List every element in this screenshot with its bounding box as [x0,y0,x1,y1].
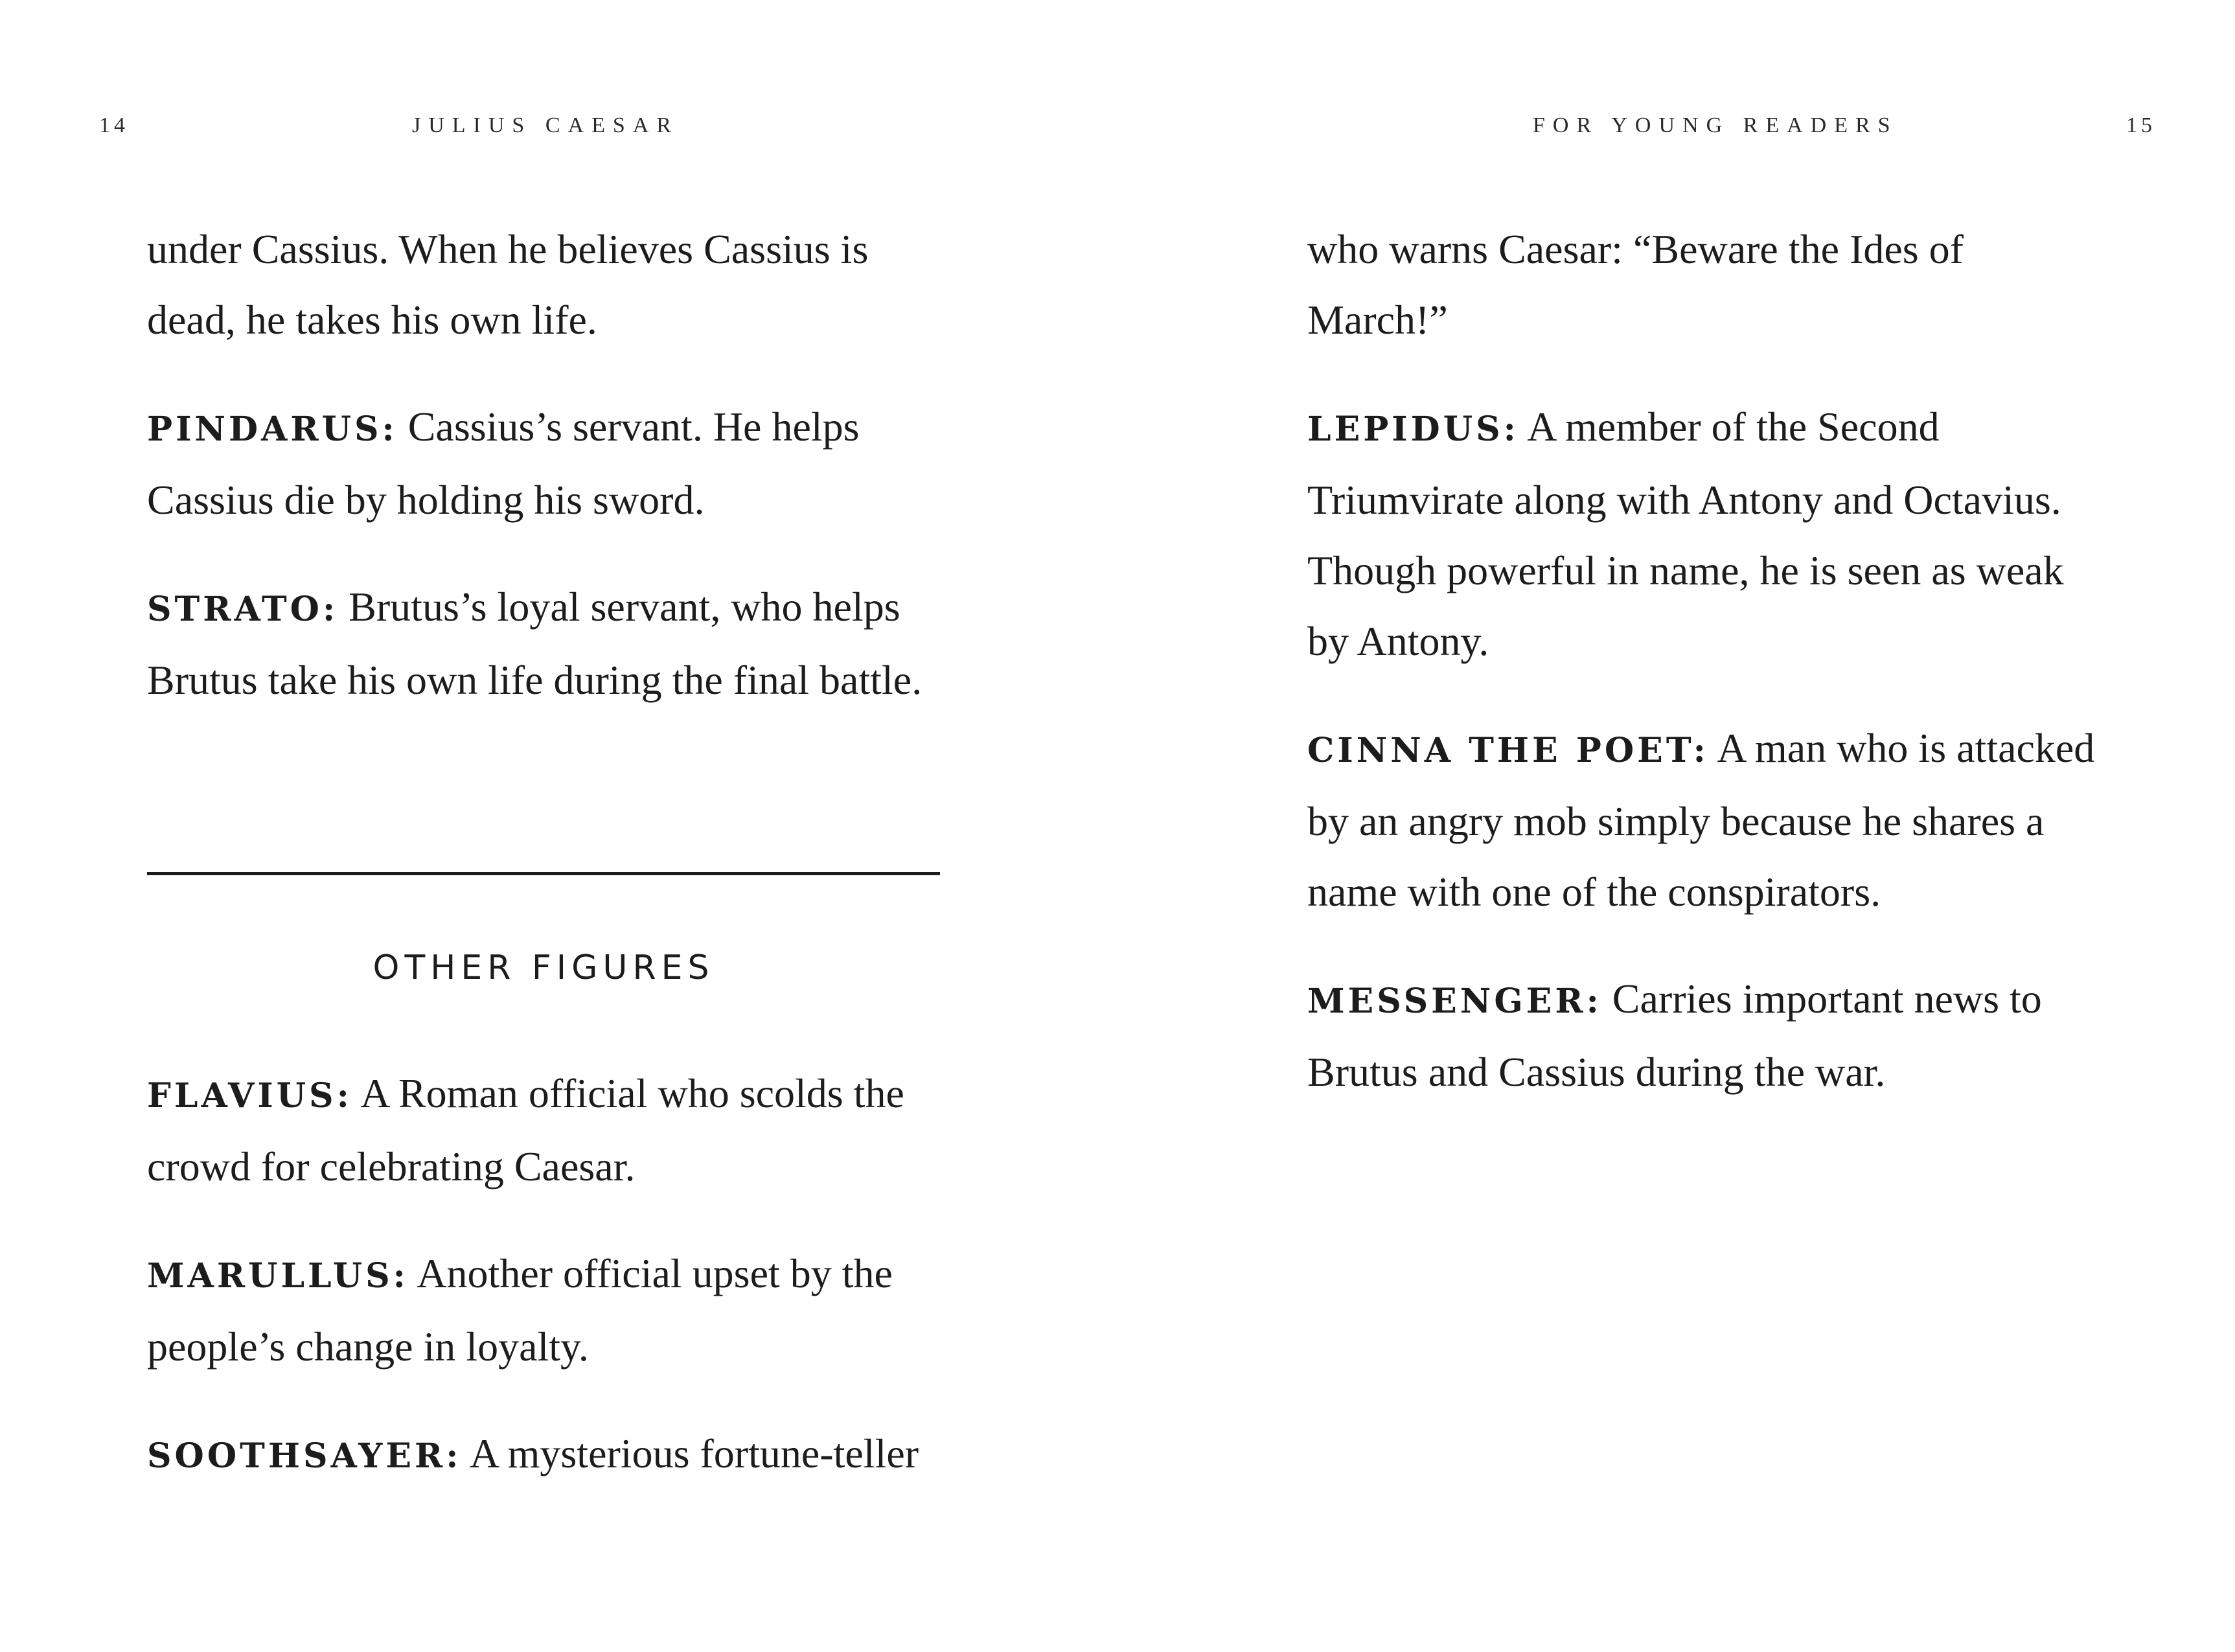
character-description: Cassius’s servant. He helps Cassius die by holding his sword. [147,404,860,523]
continuation-paragraph: who warns Caesar: “Beware the Ides of March!” [1307,226,1964,343]
character-description: Another official upset by the people’s change in loyalty. [147,1250,893,1370]
character-entry [1307,963,2111,1107]
right-body-text [1307,214,2111,1143]
character-name: MARULLUS: [147,1256,409,1296]
character-description: A man who is attacked by an angry mob simply because he shares a name with one of the conspirators. [1307,725,2095,915]
character-name: MESSENGER: [1307,981,1602,1021]
character-description: A mysterious fortune-teller [461,1430,919,1476]
character-description: Carries important news to Brutus and Cassius during the war. [1307,976,2042,1095]
running-head: JULIUS CAESAR [412,113,679,137]
character-entry [1307,713,2111,927]
character-entry [147,391,950,535]
character-entry [1307,391,2111,676]
character-entry [147,1418,950,1491]
section-divider [147,872,940,875]
running-head: FOR YOUNG READERS [1533,113,1898,137]
character-description: A Roman official who scolds the crowd for celebrating Caesar. [147,1070,904,1189]
character-name: PINDARUS: [147,409,398,449]
character-entry [147,1058,950,1202]
character-name: SOOTHSAYER: [147,1436,462,1476]
character-description: A member of the Second Triumvirate along with Antony and Octavius. Though powerful in name, he is seen as weak by Antony. [1307,404,2064,664]
right-page [1118,0,2235,1652]
page-number: 14 [99,113,129,137]
other-figures-text [147,1058,950,1528]
character-name: STRATO: [147,590,339,629]
character-entry [147,1238,950,1382]
section-heading: OTHER FIGURES [372,948,715,987]
character-entry [147,571,950,715]
character-description: Brutus’s loyal servant, who helps Brutus take his own life during the final battle. [147,584,923,703]
continuation-paragraph: under Cassius. When he believes Cassius is dead, he takes his own life. [147,226,869,343]
character-name: LEPIDUS: [1307,409,1519,449]
left-body-text [147,214,950,751]
character-name: FLAVIUS: [147,1076,352,1116]
page-number: 15 [2126,113,2156,137]
character-name: CINNA THE POET: [1307,731,1709,770]
